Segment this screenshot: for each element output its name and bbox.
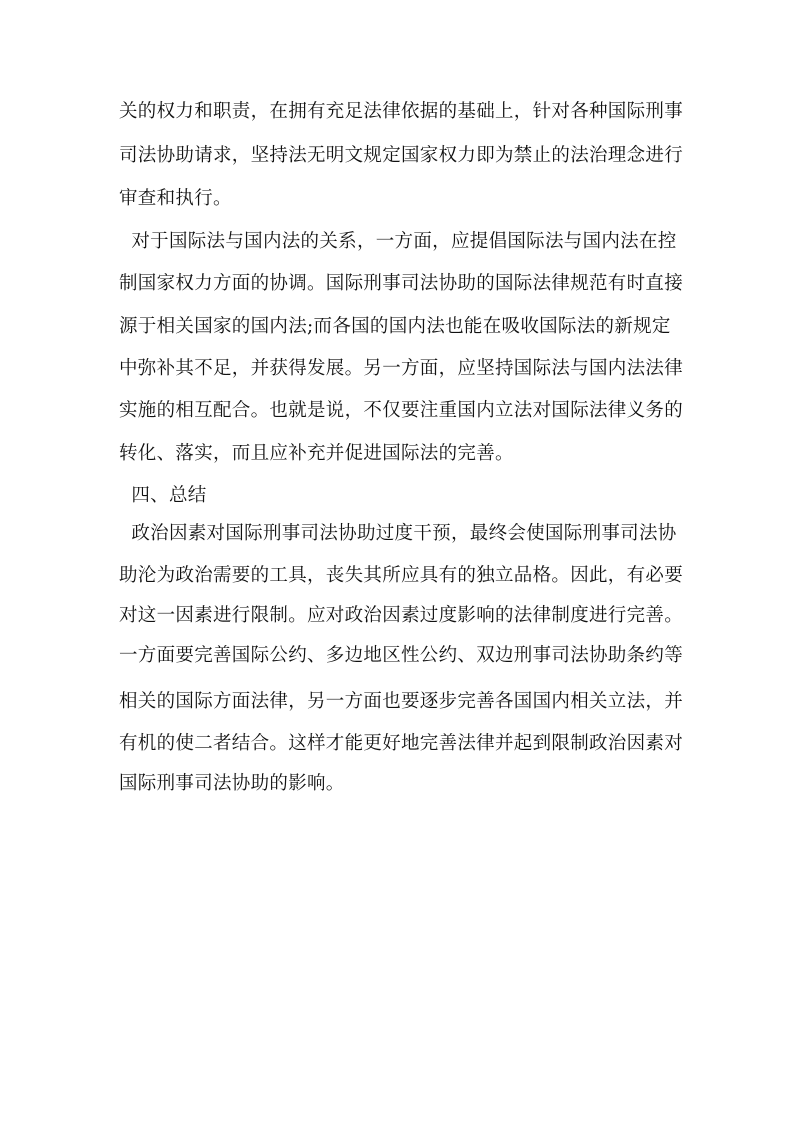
text-line: 对这一因素进行限制。应对政治因素过度影响的法律制度进行完善。: [119, 605, 684, 626]
text-line: 制国家权力方面的协调。国际刑事司法协助的国际法律规范有时直接: [119, 273, 684, 294]
text-line: 实施的相互配合。也就是说，不仅要注重国内立法对国际法律义务的: [119, 400, 684, 421]
text-line: 转化、落实，而且应补充并促进国际法的完善。: [119, 443, 514, 464]
text-line: 中弥补其不足，并获得发展。另一方面，应坚持国际法与国内法法律: [119, 358, 684, 379]
text-line: 相关的国际方面法律，另一方面也要逐步完善各国国内相关立法，并: [119, 691, 684, 712]
text-line: 对于国际法与国内法的关系，一方面，应提倡国际法与国内法在控: [119, 231, 677, 252]
section-heading: 四、总结: [119, 485, 207, 506]
text-line: 国际刑事司法协助的影响。: [119, 773, 345, 794]
text-line: 司法协助请求，坚持法无明文规定国家权力即为禁止的法治理念进行: [119, 145, 684, 166]
text-line: 有机的使二者结合。这样才能更好地完善法律并起到限制政治因素对: [119, 733, 684, 754]
text-line: 审查和执行。: [119, 188, 232, 209]
text-line: 助沦为政治需要的工具，丧失其所应具有的独立品格。因此，有必要: [119, 565, 684, 586]
text-line: 一方面要完善国际公约、多边地区性公约、双边刑事司法协助条约等: [119, 645, 684, 666]
text-line: 政治因素对国际刑事司法协助过度干预，最终会使国际刑事司法协: [119, 523, 677, 544]
text-line: 关的权力和职责，在拥有充足法律依据的基础上，针对各种国际刑事: [119, 101, 684, 122]
text-line: 源于相关国家的国内法;而各国的国内法也能在吸收国际法的新规定: [119, 316, 671, 337]
